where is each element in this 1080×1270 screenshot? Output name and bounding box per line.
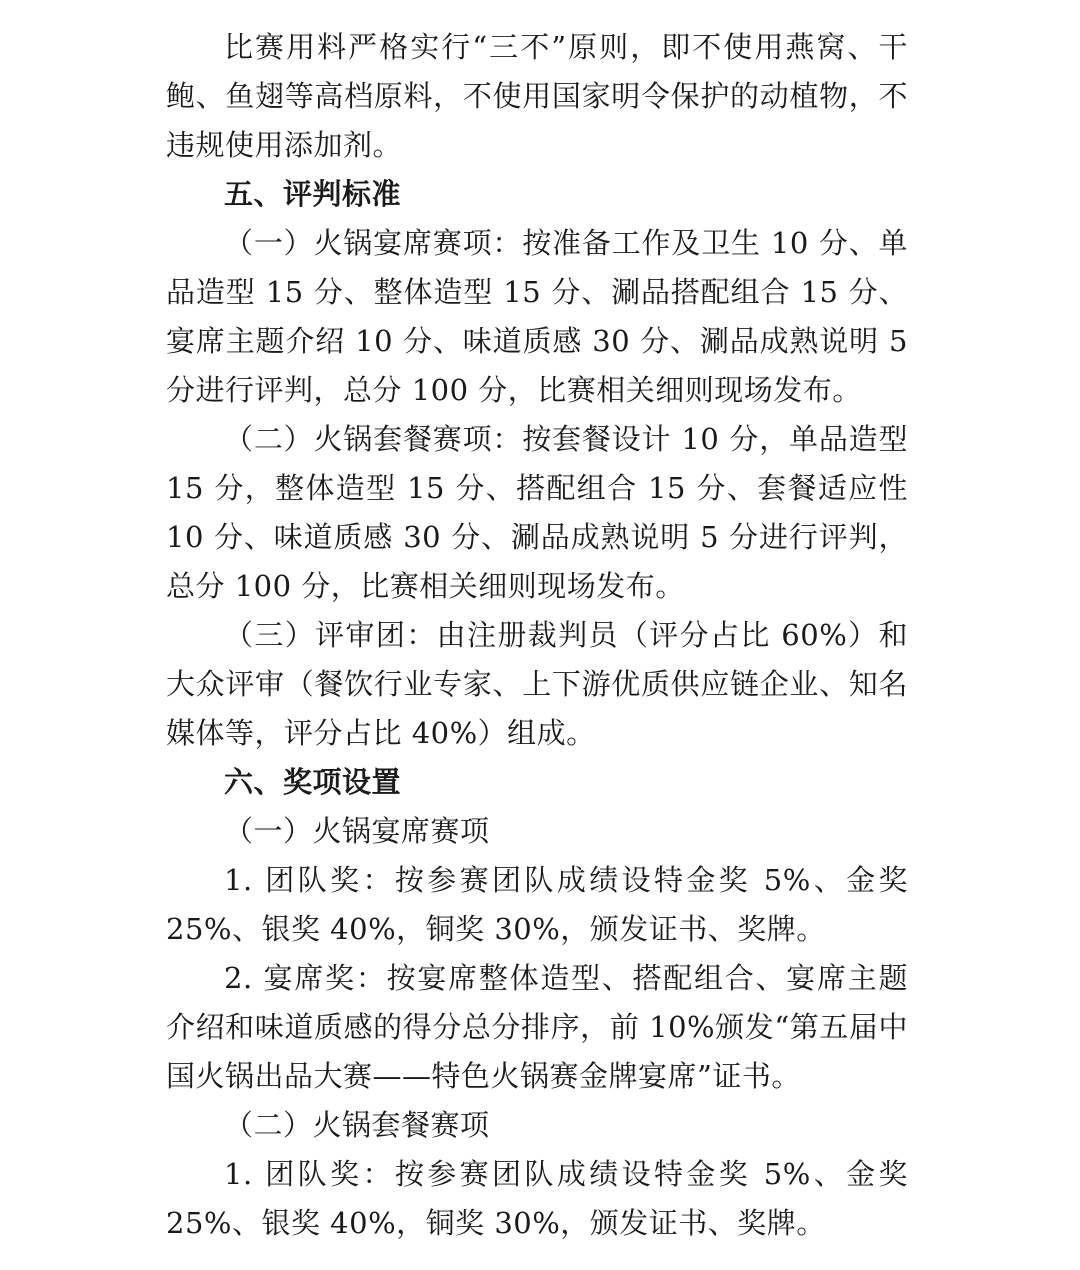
heading-awards: 六、奖项设置 <box>224 765 402 799</box>
subheading-set-meal-awards: （二）火锅套餐赛项 <box>224 1108 490 1142</box>
paragraph-judging-panel: （三）评审团：由注册裁判员（评分占比 60%）和大众评审（餐饮行业专家、上下游优质供应链企业、知名媒体等，评分占比 40%）组成。 <box>166 618 908 750</box>
paragraph-judging-banquet: （一）火锅宴席赛项：按准备工作及卫生 10 分、单品造型 15 分、整体造型 15 分、涮品搭配组合 15 分、宴席主题介绍 10 分、味道质感 30 分、涮品成熟说明 5 分进行评判，总分 100 分，比赛相关细则现场发布。 <box>166 226 908 407</box>
document-body <box>166 23 908 1248</box>
paragraph-ingredients-rule: 比赛用料严格实行“三不”原则，即不使用燕窝、干鲍、鱼翅等高档原料，不使用国家明令保护的动植物，不违规使用添加剂。 <box>166 30 908 162</box>
paragraph-set-meal-team-award: 1. 团队奖：按参赛团队成绩设特金奖 5%、金奖 25%、银奖 40%，铜奖 30%，颁发证书、奖牌。 <box>166 1157 908 1240</box>
subheading-banquet-awards: （一）火锅宴席赛项 <box>224 814 490 848</box>
heading-judging-criteria: 五、评判标准 <box>224 177 402 211</box>
paragraph-banquet-award: 2. 宴席奖：按宴席整体造型、搭配组合、宴席主题介绍和味道质感的得分总分排序，前 10%颁发“第五届中国火锅出品大赛——特色火锅赛金牌宴席”证书。 <box>166 961 908 1093</box>
paragraph-judging-set-meal: （二）火锅套餐赛项：按套餐设计 10 分，单品造型 15 分，整体造型 15 分、搭配组合 15 分、套餐适应性 10 分、味道质感 30 分、涮品成熟说明 5 分进行评判，总分 100 分，比赛相关细则现场发布。 <box>166 422 908 603</box>
paragraph-banquet-team-award: 1. 团队奖：按参赛团队成绩设特金奖 5%、金奖 25%、银奖 40%，铜奖 30%，颁发证书、奖牌。 <box>166 863 908 946</box>
